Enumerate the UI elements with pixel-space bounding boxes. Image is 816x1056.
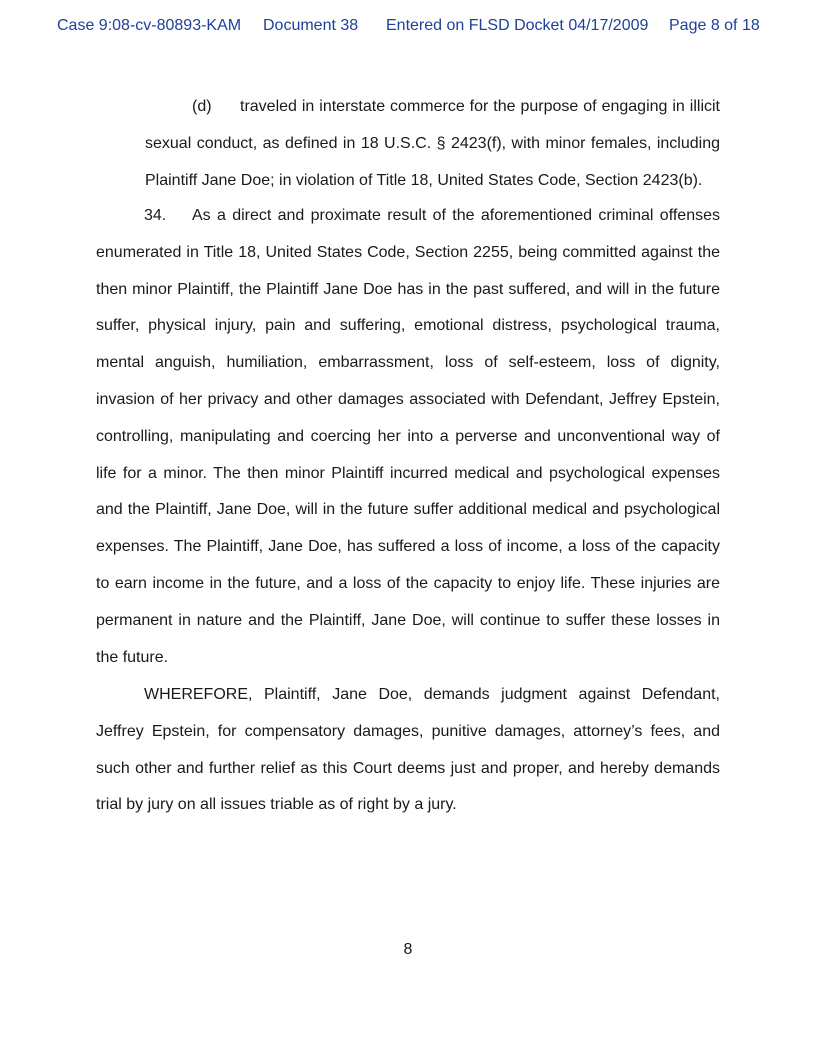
wherefore-clause bbox=[96, 677, 720, 824]
case-number: Case 9:08-cv-80893-KAM bbox=[57, 17, 242, 34]
subitem-d-rest: sexual conduct, as defined in 18 U.S.C. § 2423(f), with minor females, including Plaintiff Jane Doe; in violation of Title 18, United States Code, Section 2423(b). bbox=[145, 135, 720, 189]
subitem-d-first-text: traveled in interstate commerce for the purpose of engaging in illicit bbox=[240, 98, 720, 115]
paragraph-34-text: As a direct and proximate result of the aforementioned criminal offenses enumerated in Title 18, United States Code, Section 2255, being committed against the then minor Plaintiff, the Plaintiff Jane Doe has in the past suffered, and will in the future suffer, physical injury, pain and suffering, emotional distress, psychological trauma, mental anguish, humiliation, embarrassment, loss of self-esteem, loss of dignity, invasion of her privacy and other damages associated with Defendant, Jeffrey Epstein, controlling, manipulating and coercing her into a perverse and unconventional way of life for a minor. The then minor Plaintiff incurred medical and psychological expenses and the Plaintiff, Jane Doe, will in the future suffer additional medical and psychological expenses. The Plaintiff, Jane Doe, has suffered a loss of income, a loss of the capacity to earn income in the future, and a loss of the capacity to enjoy life. These injuries are permanent in nature and the Plaintiff, Jane Doe, will continue to suffer these losses in the future. bbox=[96, 207, 720, 666]
subitem-d bbox=[145, 88, 720, 199]
paragraph-34-number: 34. bbox=[144, 207, 167, 224]
page-count: Page 8 of 18 bbox=[669, 17, 760, 34]
document-number: Document 38 bbox=[263, 17, 359, 34]
docket-header bbox=[0, 17, 816, 39]
subitem-d-label: (d) bbox=[192, 98, 212, 115]
subitem-d-first-line bbox=[145, 88, 720, 125]
paragraph-34 bbox=[96, 198, 720, 676]
docket-entry-date: Entered on FLSD Docket 04/17/2009 bbox=[386, 17, 649, 34]
wherefore-text: WHEREFORE, Plaintiff, Jane Doe, demands judgment against Defendant, Jeffrey Epstein, for compensatory damages, punitive damages, attorney’s fees, and such other and further relief as this Court deems just and proper, and hereby demands trial by jury on all issues triable as of right by a jury. bbox=[96, 686, 720, 814]
page-number: 8 bbox=[403, 941, 413, 958]
